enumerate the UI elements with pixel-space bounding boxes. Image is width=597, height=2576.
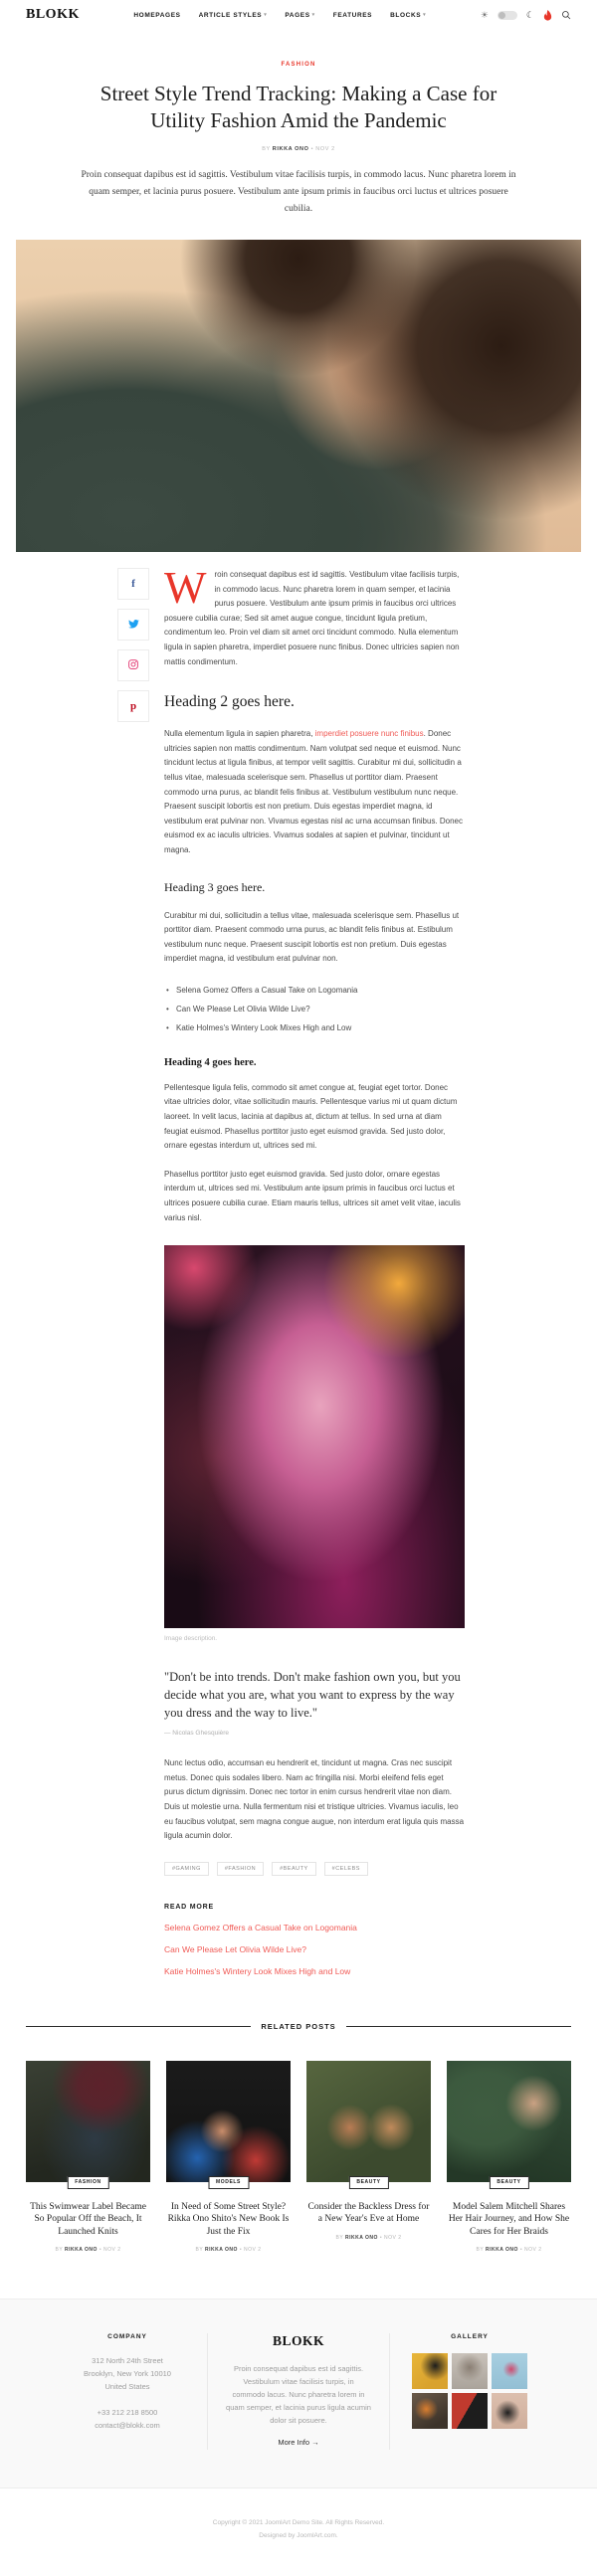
related-post-image[interactable]	[26, 2061, 150, 2186]
nav-homepages[interactable]: HOMEPAGES	[133, 11, 181, 19]
instagram-icon	[128, 656, 138, 674]
footer-about-column	[207, 2333, 390, 2450]
footer-gallery-column	[390, 2333, 549, 2450]
share-twitter-button[interactable]	[117, 609, 149, 641]
paragraph-6: Nunc lectus odio, accumsan eu hendrerit et, tincidunt ut magna. Cras nec suscipit metus. Donec quis sodales libero. Nam ac fringilla nisi. Morbi eleifend felis eget purus dictum dignissim. Donec nec tortor in enim cursus hendrerit vitae non diam. Duis ut molestie urna. Nulla fermentum nisi et tristique ultricies. Vivamus iaculis, leo eu faucibus volutpat, sem magna congue augue, non interdum erat ligula quis massa ligula acumin dolor.	[164, 1758, 465, 1841]
list-item: • Selena Gomez Offers a Casual Take on Logomania	[166, 981, 465, 1000]
nav-pages[interactable]: PAGES ▾	[285, 11, 315, 19]
related-post-image[interactable]	[447, 2061, 571, 2186]
tag-celebs[interactable]: #CELEBS	[324, 1862, 368, 1876]
related-post-title[interactable]: Consider the Backless Dress for a New Year's Eve at Home	[307, 2201, 430, 2225]
site-footer	[0, 2299, 597, 2488]
related-post-title[interactable]: This Swimwear Label Became So Popular Off the Beach, It Launched Knits	[30, 2201, 146, 2237]
gallery-thumbnail[interactable]	[492, 2393, 527, 2429]
author-link[interactable]: RIKKA ONO	[272, 146, 309, 152]
footer-gallery-grid	[408, 2353, 531, 2429]
paragraph-2: Nulla elementum ligula in sapien pharetra, imperdiet posuere nunc finibus. Donec ultricies sapien non mattis condimentum. Nam volutpat sed neque et euismod. Nunc tincidunt lectus at ligula finibus, at tempor velit sagittis. Curabitur mi dui, sollicitudin a tellus vitae, malesuada scelerisque sem. Phasellus ut porttitor diam. Praesent commodo urna purus, ac blandit felis finibus at. Vestibulum vestibulum nunc neque. Praesent suscipit lobortis est non pretium. Duis egestas imperdiet magna, id vestibulum erat pulvinar non. Vivamus egestas nisl ac urna accumsan finibus. Donec euismod ex ac iaculis ultricies. Vivamus sodales at sapien et pulvinar, tincidunt ut magna.	[164, 729, 464, 854]
related-post-title[interactable]: Model Salem Mitchell Shares Her Hair Journey, and How She Cares for Her Braids	[448, 2201, 570, 2237]
bullet-list	[166, 981, 465, 1037]
heading-4: Heading 4 goes here.	[164, 1056, 257, 1068]
read-more-link[interactable]: Selena Gomez Offers a Casual Take on Logomania	[164, 1922, 357, 1932]
chevron-down-icon: ▾	[423, 12, 427, 18]
gallery-thumbnail[interactable]	[412, 2393, 448, 2429]
facebook-icon: f	[131, 577, 135, 590]
category-badge[interactable]: MODELS	[208, 2176, 249, 2189]
flame-icon[interactable]	[543, 10, 552, 21]
image-caption: Image description.	[164, 1635, 218, 1643]
tag-list	[164, 1862, 465, 1876]
inline-text-link[interactable]: imperdiet posuere nunc finibus	[314, 729, 424, 739]
article-title: Street Style Trend Tracking: Making a Case for Utility Fashion Amid the Pandemic	[100, 82, 498, 132]
related-post-image[interactable]	[306, 2061, 431, 2186]
more-info-link[interactable]: More Info →	[278, 2438, 319, 2448]
category-badge[interactable]: BEAUTY	[348, 2176, 388, 2189]
footer-email[interactable]: contact@blokk.com	[95, 2421, 160, 2431]
category-badge[interactable]: BEAUTY	[489, 2176, 528, 2189]
footer-logo[interactable]: BLOKK	[272, 2333, 324, 2349]
pinterest-icon: p	[129, 699, 137, 712]
footer-about-text: Proin consequat dapibus est id sagittis. Vestibulum vitae facilisis turpis, in commodo lacus. Nunc pharetra lorem in quam semper, et lacinia purus ligula acumin dolor sit posuere.	[226, 2364, 371, 2426]
nav-blocks[interactable]: BLOCKS ▾	[390, 11, 427, 19]
copyright-bar	[0, 2488, 597, 2574]
post-date: • NOV 2	[519, 2247, 542, 2254]
nav-article-styles[interactable]: ARTICLE STYLES ▾	[198, 11, 268, 19]
related-post-byline: BY RIKKA ONO • NOV 2	[476, 2247, 542, 2254]
category-badge[interactable]: FASHION	[67, 2176, 108, 2189]
paragraph-3: Curabitur mi dui, sollicitudin a tellus vitae, malesuada scelerisque sem. Phasellus ut porttitor diam. Praesent commodo urna purus, ac blandit felis finibus at. Estibulum vestibulum nunc neque. Praesent suscipit lobortis est non pretium. Duis egestas imperdiet magna, id vestibulum erat pulvinar non.	[164, 910, 460, 964]
footer-company-column	[48, 2333, 207, 2450]
twitter-icon	[128, 616, 139, 634]
read-more-section	[164, 1904, 465, 1976]
main-nav	[133, 12, 426, 19]
category-link[interactable]: FASHION	[281, 62, 316, 68]
related-post-byline: BY RIKKA ONO • NOV 2	[55, 2247, 121, 2254]
share-rail	[117, 568, 149, 1976]
footer-gallery-heading: GALLERY	[451, 2333, 489, 2341]
nav-features[interactable]: FEATURES	[332, 11, 373, 19]
site-logo[interactable]: BLOKK	[26, 7, 80, 22]
related-posts-divider	[26, 2022, 571, 2031]
theme-toggle[interactable]	[498, 11, 517, 20]
post-date: • NOV 2	[379, 2234, 402, 2241]
article-header	[0, 30, 597, 218]
sun-icon: ☀	[480, 9, 489, 20]
heading-2: Heading 2 goes here.	[164, 693, 295, 711]
list-item: • Can We Please Let Olivia Wilde Live?	[166, 1000, 465, 1018]
author-link[interactable]: RIKKA ONO	[205, 2247, 238, 2254]
gallery-thumbnail[interactable]	[492, 2353, 527, 2389]
tag-beauty[interactable]: #BEAUTY	[272, 1862, 316, 1876]
footer-phone[interactable]: +33 212 218 8500	[97, 2408, 158, 2418]
article-content	[164, 563, 465, 1976]
footer-company-heading: COMPANY	[107, 2333, 147, 2341]
copyright-line-1: Copyright © 2021 JoomlArt Demo Site. All Rights Reserved.	[212, 2519, 385, 2527]
moon-icon[interactable]: ☾	[525, 9, 534, 20]
copyright-line-2: Designed by JoomlArt.com.	[259, 2532, 338, 2540]
paragraph-4: Pellentesque ligula felis, commodo sit amet congue at, feugiat eget tortor. Donec vitae ultricies dolor, vitae sollicitudin mauris. Pellentesque varius mi ut quam dictum laoreet. In velit lacus, lacinia at dapibus at, dictum at tellus. In sed urna at diam feugiat euismod. Phasellus porttitor justo eget euismod gravida. Sed justo dolor, ornare egestas interdum ut, ultrices sed mi.	[164, 1082, 458, 1151]
chevron-down-icon: ▾	[264, 12, 268, 18]
heading-3: Heading 3 goes here.	[164, 879, 266, 894]
hero-image	[16, 240, 581, 552]
header-icons	[481, 10, 571, 21]
author-link[interactable]: RIKKA ONO	[345, 2234, 378, 2241]
paragraph-1: W roin consequat dapibus est id sagittis. Vestibulum vitae facilisis turpis, in commodo lacus. Nunc pharetra lorem in quam semper, et lacinia purus posuere. Vestibulum ante ipsum primis in faucibus orci ultrices posuere cubilia curae; Sed sit amet augue congue, tincidunt ligula pretium, condimentum leo. Proin vel diam sit amet orci tincidunt commodo. Nulla elementum ligula in sapien pharetra, imperdiet posuere nunc finibus. Donec ultricies sapien non mattis condimentum.	[164, 563, 460, 666]
drop-cap: W	[164, 563, 207, 613]
related-post-card	[26, 2061, 150, 2254]
gallery-thumbnail[interactable]	[452, 2393, 488, 2429]
blockquote: "Don't be into trends. Don't make fashion own you, but you decide what you are, what you want to express by the way you dress and the way to live."	[164, 1670, 461, 1721]
share-instagram-button[interactable]	[117, 649, 149, 681]
author-link[interactable]: RIKKA ONO	[486, 2247, 518, 2254]
related-post-card	[447, 2061, 571, 2254]
gallery-thumbnail[interactable]	[412, 2353, 448, 2389]
share-facebook-button[interactable]	[117, 568, 149, 600]
inline-image	[164, 1245, 465, 1628]
paragraph-5: Phasellus porttitor justo eget euismod gravida. Sed justo dolor, ornare egestas interdum ut, ultrices sed mi. Vestibulum ante ipsum primis in faucibus orci luctus et ultrices posuere cubilia curae. Etiam mauris tellus, ultrices sit amet velit vitae, iaculis varius nisl.	[164, 1169, 461, 1222]
author-link[interactable]: RIKKA ONO	[65, 2247, 98, 2254]
related-post-byline: BY RIKKA ONO • NOV 2	[335, 2234, 402, 2241]
share-pinterest-button[interactable]	[117, 690, 149, 722]
post-date: • NOV 2	[310, 146, 335, 152]
chevron-down-icon: ▾	[311, 12, 315, 18]
post-date: • NOV 2	[99, 2247, 121, 2254]
related-post-image[interactable]	[166, 2061, 291, 2186]
tag-fashion[interactable]: #FASHION	[217, 1862, 264, 1876]
toggle-knob	[498, 12, 505, 19]
quote-attribution: — Nicolas Ghesquière	[164, 1730, 230, 1738]
footer-address: 312 North 24th Street Brooklyn, New York 10010 United States	[84, 2356, 171, 2392]
post-date: • NOV 2	[239, 2247, 262, 2254]
article-byline: BY RIKKA ONO • NOV 2	[262, 146, 335, 152]
footer-contact	[66, 2406, 189, 2432]
related-posts-grid	[26, 2061, 571, 2254]
related-post-card	[306, 2061, 431, 2254]
related-post-title[interactable]: In Need of Some Street Style? Rikka Ono Shito's New Book Is Just the Fix	[167, 2201, 290, 2237]
list-item: • Katie Holmes's Wintery Look Mixes High and Low	[166, 1018, 465, 1037]
site-header	[0, 0, 597, 30]
tag-gaming[interactable]: #GAMING	[164, 1862, 209, 1876]
search-icon[interactable]	[561, 10, 571, 20]
article-intro: Proin consequat dapibus est id sagittis. Vestibulum vitae facilisis turpis, in commodo lacus. Nunc pharetra lorem in quam semper, et lacinia purus posuere. Vestibulum ante ipsum primis in faucibus orci luctus et ultrices posuere cubilia.	[81, 170, 516, 214]
related-posts-section	[0, 2022, 597, 2254]
gallery-thumbnail[interactable]	[452, 2353, 488, 2389]
read-more-link[interactable]: Katie Holmes's Wintery Look Mixes High and Low	[164, 1965, 351, 1976]
related-post-byline: BY RIKKA ONO • NOV 2	[195, 2247, 262, 2254]
read-more-link[interactable]: Can We Please Let Olivia Wilde Live?	[164, 1943, 306, 1954]
related-posts-heading: RELATED POSTS	[261, 2021, 336, 2031]
related-post-card	[166, 2061, 291, 2254]
read-more-heading: READ MORE	[164, 1903, 214, 1911]
article-body	[0, 552, 597, 1976]
article-figure	[164, 1245, 465, 1642]
